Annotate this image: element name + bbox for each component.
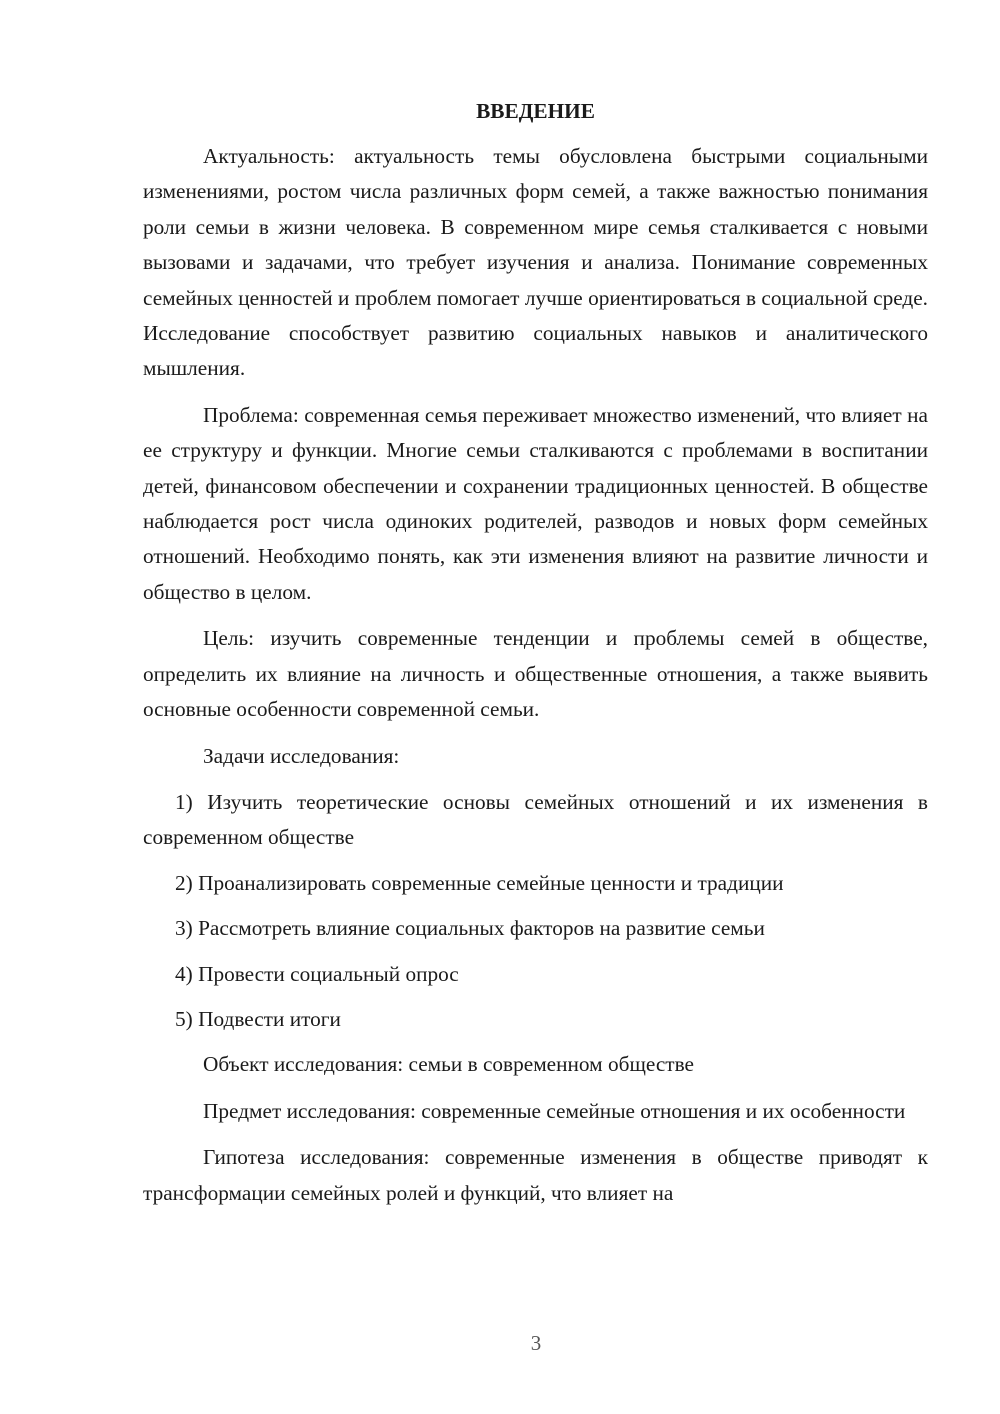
task-item-2: 2) Проанализировать современные семейные ценности и традиции [175, 870, 784, 895]
goal-paragraph: Цель: изучить современные тенденции и проблемы семей в обществе, определить их влияние на личность и общественные отношения, а также выявить основные особенности современной семьи. [143, 626, 928, 722]
object-paragraph: Объект исследования: семьи в современном обществе [203, 1052, 694, 1077]
relevance-paragraph: Актуальность: актуальность темы обусловлена быстрыми социальными изменениями, ростом числа различных форм семей, а также важностью понимания роли семьи в жизни человека. В современном мире семья сталкивается с новыми вызовами и задачами, что требует изучения и анализа. Понимание современных семейных ценностей и проблем помогает лучше ориентироваться в социальной среде. Исследование способствует развитию социальных навыков и аналитического мышления. [143, 144, 928, 381]
tasks-list [143, 785, 928, 1037]
task-item-3: 3) Рассмотреть влияние социальных факторов на развитие семьи [175, 916, 765, 941]
hypothesis-paragraph: Гипотеза исследования: современные изменения в обществе приводят к трансформации семейных ролей и функций, что влияет на [143, 1145, 928, 1205]
task-item-5: 5) Подвести итоги [175, 1006, 341, 1031]
subject-paragraph: Предмет исследования: современные семейные отношения и их особенности [203, 1098, 906, 1123]
task-item-1: 1) Изучить теоретические основы семейных отношений и их изменения в современном обществе [143, 789, 928, 850]
task-item-4: 4) Провести социальный опрос [175, 961, 459, 986]
page-title: ВВЕДЕНИЕ [476, 99, 595, 123]
tasks-heading: Задачи исследования: [203, 743, 400, 768]
problem-paragraph: Проблема: современная семья переживает множество изменений, что влияет на ее структуру и функции. Многие семьи сталкиваются с проблемами в воспитании детей, финансовом обеспечении и сохранении традиционных ценностей. В обществе наблюдается рост числа одиноких родителей, разводов и новых форм семейных отношений. Необходимо понять, как эти изменения влияют на развитие личности и общество в целом. [143, 402, 928, 604]
page-number: 3 [530, 1331, 542, 1355]
page-body [143, 94, 928, 1211]
